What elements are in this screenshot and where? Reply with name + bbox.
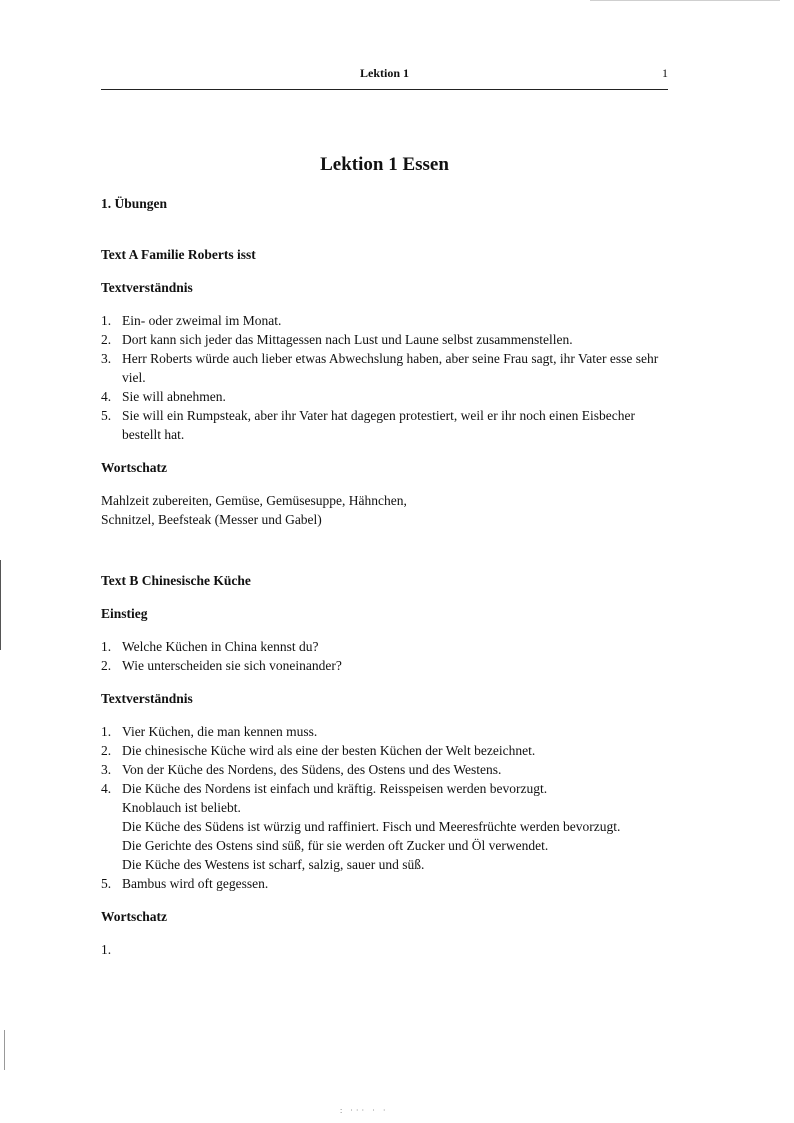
item-continuation: Die Küche des Südens ist würzig und raffiniert. Fisch und Meeresfrüchte werden bevorzugt. [122, 819, 621, 834]
page-content [101, 152, 668, 973]
item-text: Sie will ein Rumpsteak, aber ihr Vater hat dagegen protestiert, weil er ihr noch einen Eisbecher bestellt hat. [122, 408, 635, 442]
list-item [101, 406, 668, 444]
item-text: Welche Küchen in China kennst du? [122, 639, 319, 654]
item-number: 3. [101, 351, 112, 366]
list-item [101, 387, 668, 406]
item-number: 1. [101, 313, 112, 328]
text-b-answers [101, 722, 668, 798]
item-number: 4. [101, 389, 112, 404]
item-text: Die chinesische Küche wird als eine der besten Küchen der Welt bezeichnet. [122, 743, 536, 758]
text-b-comprehension-heading: Textverständnis [101, 691, 193, 706]
header-title: Lektion 1 [359, 66, 409, 80]
scan-margin-line [0, 560, 1, 650]
list-item [101, 637, 668, 656]
text-a-comprehension-heading: Textverständnis [101, 280, 193, 295]
text-b-intro-heading: Einstieg [101, 606, 148, 621]
item-text: Ein- oder zweimal im Monat. [122, 313, 282, 328]
text-b-intro-list [101, 637, 668, 675]
text-b-answers-continued [101, 874, 668, 893]
text-a-vocab-heading: Wortschatz [101, 460, 167, 475]
list-item [101, 722, 668, 741]
item-number: 2. [101, 743, 112, 758]
list-item [101, 656, 668, 675]
vocab-line: Schnitzel, Beefsteak (Messer und Gabel) [101, 512, 322, 527]
item-text: Bambus wird oft gegessen. [122, 876, 269, 891]
vocab-line: Mahlzeit zubereiten, Gemüse, Gemüsesuppe, Hähnchen, [101, 493, 407, 508]
subtitle: 1. Übungen [101, 196, 168, 211]
list-item [101, 741, 668, 760]
scan-margin-line [4, 1030, 5, 1070]
item-text: Sie will abnehmen. [122, 389, 226, 404]
list-item [101, 760, 668, 779]
item-number: 4. [101, 781, 112, 796]
item-text: Wie unterscheiden sie sich voneinander? [122, 658, 342, 673]
text-b-vocab-first: 1. [101, 942, 112, 957]
item-number: 1. [101, 724, 112, 739]
text-b-vocab-heading: Wortschatz [101, 909, 167, 924]
header-rule [101, 89, 668, 90]
item-text: Dort kann sich jeder das Mittagessen nach Lust und Laune selbst zusammenstellen. [122, 332, 573, 347]
item-number: 2. [101, 658, 112, 673]
item-continuation: Die Küche des Westens ist scharf, salzig, sauer und süß. [122, 857, 425, 872]
running-header [101, 66, 668, 86]
item-text: Herr Roberts würde auch lieber etwas Abwechslung haben, aber seine Frau sagt, ihr Vater esse sehr viel. [122, 351, 659, 385]
item-continuation: Die Gerichte des Ostens sind süß, für sie werden oft Zucker und Öl verwendet. [122, 838, 549, 853]
page-number: 1 [662, 66, 668, 80]
list-item [101, 330, 668, 349]
list-item [101, 349, 668, 387]
item-number: 5. [101, 876, 112, 891]
list-item [101, 779, 668, 798]
item-continuation: Knoblauch ist beliebt. [122, 800, 241, 815]
item-text: Die Küche des Nordens ist einfach und kräftig. Reisspeisen werden bevorzugt. [122, 781, 548, 796]
scan-artifact-marks: : ··· · · [340, 1106, 389, 1115]
top-edge-line [590, 0, 780, 1]
list-item [101, 874, 668, 893]
item-number: 5. [101, 408, 112, 423]
list-item [101, 311, 668, 330]
item-text: Von der Küche des Nordens, des Südens, des Ostens und des Westens. [122, 762, 502, 777]
text-a-heading: Text A Familie Roberts isst [101, 247, 256, 262]
chapter-title: Lektion 1 Essen [320, 154, 449, 175]
item-text: Vier Küchen, die man kennen muss. [122, 724, 318, 739]
text-b-heading: Text B Chinesische Küche [101, 573, 251, 588]
text-a-vocab [101, 491, 668, 529]
item-number: 1. [101, 639, 112, 654]
text-a-answers [101, 311, 668, 444]
item-number: 2. [101, 332, 112, 347]
item-number: 3. [101, 762, 112, 777]
